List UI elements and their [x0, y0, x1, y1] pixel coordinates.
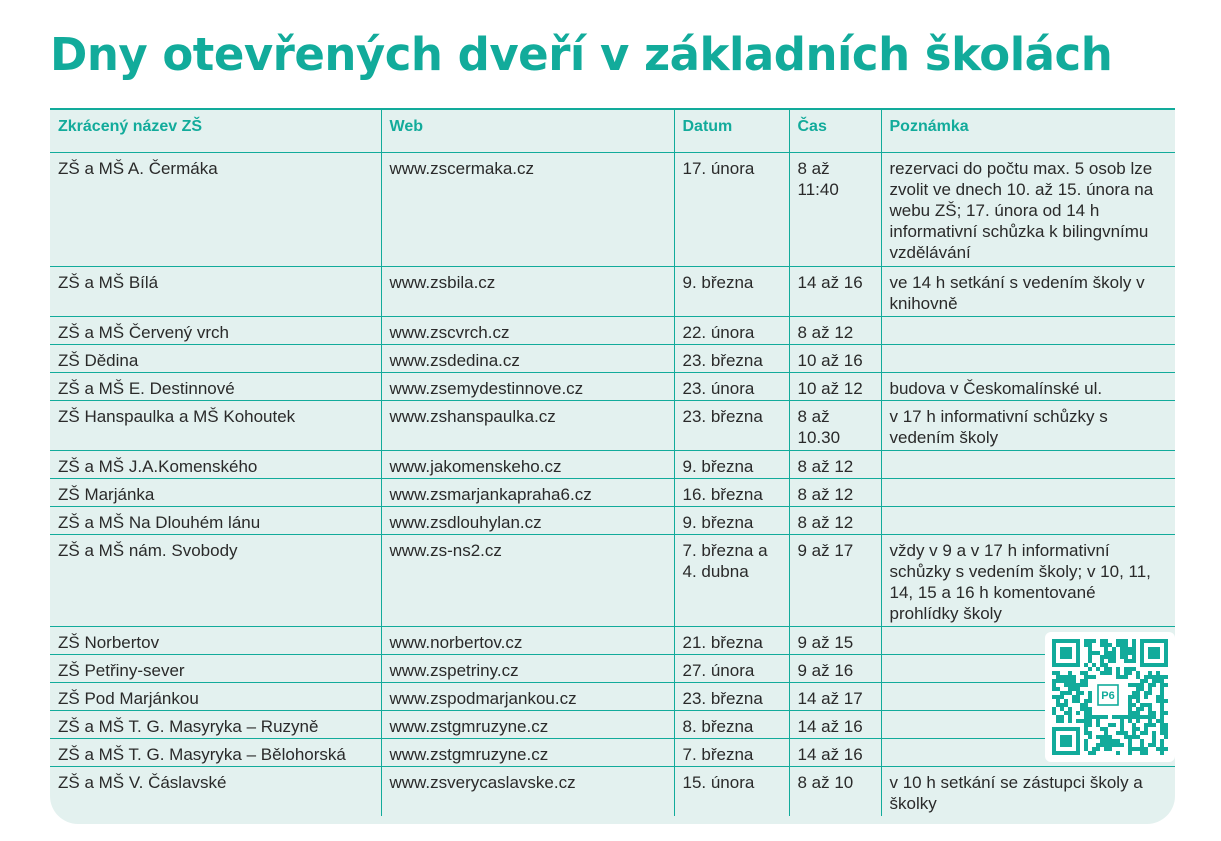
schools-table	[50, 110, 1175, 816]
cell-date: 9. března	[674, 451, 789, 479]
cell-time: 8 až 10	[789, 767, 881, 817]
cell-time: 14 až 17	[789, 683, 881, 711]
cell-time: 14 až 16	[789, 267, 881, 317]
cell-note	[881, 507, 1175, 535]
cell-note	[881, 451, 1175, 479]
cell-date: 22. února	[674, 317, 789, 345]
cell-name: ZŠ a MŠ Bílá	[50, 267, 381, 317]
cell-time: 8 až 12	[789, 317, 881, 345]
cell-name: ZŠ a MŠ A. Čermáka	[50, 153, 381, 267]
cell-name: ZŠ Pod Marjánkou	[50, 683, 381, 711]
cell-time: 8 až 11:40	[789, 153, 881, 267]
cell-name: ZŠ Marjánka	[50, 479, 381, 507]
cell-note: v 17 h informativní schůzky s vedením školy	[881, 401, 1175, 451]
cell-web[interactable]: www.zsdlouhylan.cz	[381, 507, 674, 535]
table-row	[50, 317, 1175, 345]
cell-web[interactable]: www.zs-ns2.cz	[381, 535, 674, 627]
schools-table-container	[50, 108, 1175, 824]
cell-web[interactable]: www.zspetriny.cz	[381, 655, 674, 683]
cell-note	[881, 479, 1175, 507]
column-header-note: Poznámka	[881, 110, 1175, 153]
table-row	[50, 535, 1175, 627]
cell-web[interactable]: www.zstgmruzyne.cz	[381, 711, 674, 739]
cell-time: 8 až 12	[789, 507, 881, 535]
cell-web[interactable]: www.zsbila.cz	[381, 267, 674, 317]
cell-time: 8 až 12	[789, 451, 881, 479]
cell-web[interactable]: www.zspodmarjankou.cz	[381, 683, 674, 711]
table-row	[50, 655, 1175, 683]
cell-web[interactable]: www.zstgmruzyne.cz	[381, 739, 674, 767]
table-row	[50, 739, 1175, 767]
table-row	[50, 627, 1175, 655]
cell-time: 10 až 16	[789, 345, 881, 373]
table-row	[50, 507, 1175, 535]
column-header-web: Web	[381, 110, 674, 153]
cell-name: ZŠ a MŠ E. Destinnové	[50, 373, 381, 401]
table-row	[50, 267, 1175, 317]
cell-date: 23. února	[674, 373, 789, 401]
page-title: Dny otevřených dveří v základních školách	[50, 28, 1113, 81]
cell-web[interactable]: www.zsverycaslavske.cz	[381, 767, 674, 817]
cell-web[interactable]: www.zsmarjankapraha6.cz	[381, 479, 674, 507]
cell-web[interactable]: www.norbertov.cz	[381, 627, 674, 655]
cell-date: 8. března	[674, 711, 789, 739]
table-row	[50, 767, 1175, 817]
cell-web[interactable]: www.jakomenskeho.cz	[381, 451, 674, 479]
table-row	[50, 479, 1175, 507]
cell-note: v 10 h setkání se zástupci školy a školky	[889, 773, 1143, 813]
cell-time: 8 až 10.30	[789, 401, 881, 451]
cell-note: rezervaci do počtu max. 5 osob lze zvolit ve dnech 10. až 15. února na webu ZŠ; 17. února od 14 h informativní schůzka k bilingvnímu vzdělávání	[881, 153, 1175, 267]
cell-web[interactable]: www.zscermaka.cz	[381, 153, 674, 267]
column-header-time: Čas	[789, 110, 881, 153]
cell-date: 7. března	[674, 739, 789, 767]
cell-date: 9. března	[674, 267, 789, 317]
table-row	[50, 711, 1175, 739]
table-row	[50, 451, 1175, 479]
cell-time: 9 až 17	[789, 535, 881, 627]
cell-time: 14 až 16	[789, 711, 881, 739]
cell-time: 14 až 16	[789, 739, 881, 767]
cell-web[interactable]: www.zshanspaulka.cz	[381, 401, 674, 451]
cell-name: ZŠ a MŠ nám. Svobody	[50, 535, 381, 627]
cell-name: ZŠ a MŠ V. Čáslavské	[50, 767, 381, 817]
cell-time: 10 až 12	[789, 373, 881, 401]
table-header-row	[50, 110, 1175, 153]
table-row	[50, 401, 1175, 451]
cell-date: 27. února	[674, 655, 789, 683]
cell-time: 9 až 15	[789, 627, 881, 655]
cell-name: ZŠ Hanspaulka a MŠ Kohoutek	[50, 401, 381, 451]
cell-name: ZŠ Dědina	[50, 345, 381, 373]
column-header-date: Datum	[674, 110, 789, 153]
table-row	[50, 153, 1175, 267]
qr-logo-text: P6	[1101, 690, 1115, 702]
cell-date: 23. března	[674, 345, 789, 373]
cell-note: budova v Českomalínské ul.	[881, 373, 1175, 401]
cell-note: vždy v 9 a v 17 h informativní schůzky s vedením školy; v 10, 11, 14, 15 a 16 h komentované prohlídky školy	[881, 535, 1175, 627]
cell-web[interactable]: www.zsdedina.cz	[381, 345, 674, 373]
cell-name: ZŠ a MŠ J.A.Komenského	[50, 451, 381, 479]
cell-note: ve 14 h setkání s vedením školy v knihovně	[881, 267, 1175, 317]
cell-web[interactable]: www.zscvrch.cz	[381, 317, 674, 345]
table-row	[50, 345, 1175, 373]
cell-name: ZŠ a MŠ Na Dlouhém lánu	[50, 507, 381, 535]
column-header-name: Zkrácený název ZŠ	[50, 110, 381, 153]
cell-name: ZŠ Norbertov	[50, 627, 381, 655]
cell-time: 9 až 16	[789, 655, 881, 683]
table-row	[50, 683, 1175, 711]
cell-name: ZŠ Petřiny-sever	[50, 655, 381, 683]
cell-date: 23. března	[674, 401, 789, 451]
cell-note	[881, 317, 1175, 345]
cell-web[interactable]: www.zsemydestinnove.cz	[381, 373, 674, 401]
cell-date: 17. února	[674, 153, 789, 267]
cell-date: 7. března a 4. dubna	[674, 535, 789, 627]
cell-date: 21. března	[674, 627, 789, 655]
cell-time: 8 až 12	[789, 479, 881, 507]
cell-name: ZŠ a MŠ Červený vrch	[50, 317, 381, 345]
cell-date: 9. března	[674, 507, 789, 535]
table-row	[50, 373, 1175, 401]
cell-note	[881, 345, 1175, 373]
cell-date: 23. března	[674, 683, 789, 711]
cell-date: 16. března	[674, 479, 789, 507]
cell-name: ZŠ a MŠ T. G. Masyryka – Ruzyně	[50, 711, 381, 739]
qr-code-icon[interactable]	[1045, 632, 1175, 762]
cell-date: 15. února	[674, 767, 789, 817]
cell-name: ZŠ a MŠ T. G. Masyryka – Bělohorská	[50, 739, 381, 767]
